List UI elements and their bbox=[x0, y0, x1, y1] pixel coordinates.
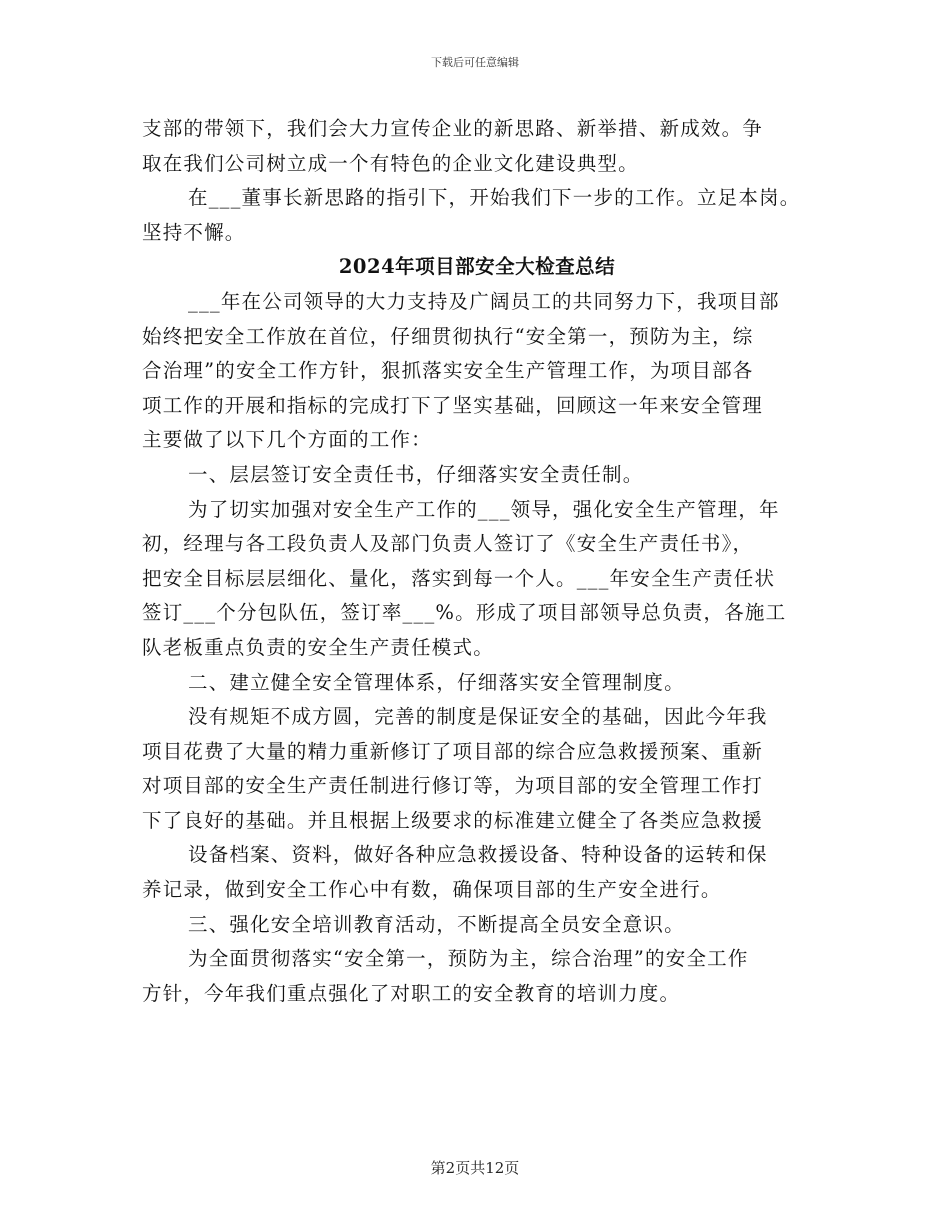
paragraph-line: 队老板重点负责的安全生产责任模式。 bbox=[142, 635, 494, 659]
paragraph-line: 坚持不懈。 bbox=[142, 220, 246, 244]
paragraph-line: 初，经理与各工段负责人及部门负责人签订了《安全生产责任书》， bbox=[142, 532, 754, 556]
page-header-note: 下载后可任意编辑 bbox=[431, 56, 519, 69]
paragraph-line: 始终把安全工作放在首位，仔细贯彻执行“安全第一，预防为主，综 bbox=[142, 324, 754, 348]
subsection-heading: 一、层层签订安全责任书，仔细落实安全责任制。 bbox=[188, 462, 644, 486]
paragraph-line: 支部的带领下，我们会大力宣传企业的新思路、新举措、新成效。争 bbox=[142, 117, 764, 140]
paragraph-line: 为了切实加强对安全生产工作的___领导，强化安全生产管理，年 bbox=[188, 497, 780, 521]
section-title: 2024年项目部安全大检查总结 bbox=[338, 255, 616, 279]
paragraph-line: 设备档案、资料，做好各种应急救援设备、特种设备的运转和保 bbox=[188, 843, 768, 867]
paragraph-line: 下了良好的基础。并且根据上级要求的标准建立健全了各类应急救援 bbox=[142, 808, 764, 832]
paragraph-line: 项目花费了大量的精力重新修订了项目部的综合应急救援预案、重新 bbox=[142, 739, 764, 763]
paragraph-line: 为全面贯彻落实“安全第一，预防为主，综合治理”的安全工作 bbox=[188, 947, 749, 971]
subsection-heading: 二、建立健全安全管理体系，仔细落实安全管理制度。 bbox=[188, 670, 685, 694]
paragraph-line: 取在我们公司树立成一个有特色的企业文化建设典型。 bbox=[142, 151, 639, 175]
paragraph-line: 养记录，做到安全工作心中有数，确保项目部的生产安全进行。 bbox=[142, 878, 722, 902]
document-body bbox=[142, 112, 812, 1011]
paragraph-line: 签订___个分包队伍，签订率___%。形成了项目部领导总负责，各施工 bbox=[142, 601, 787, 625]
paragraph-line: 合治理”的安全工作方针，狠抓落实安全生产管理工作，为项目部各 bbox=[142, 359, 754, 383]
paragraph-line: 把安全目标层层细化、量化，落实到每一个人。___年安全生产责任状 bbox=[142, 566, 776, 590]
page-number: 第2页共12页 bbox=[430, 1159, 520, 1177]
paragraph-line: 方针，今年我们重点强化了对职工的安全教育的培训力度。 bbox=[142, 981, 681, 1005]
paragraph-line: 项工作的开展和指标的完成打下了坚实基础，回顾这一年来安全管理 bbox=[142, 393, 764, 417]
subsection-heading: 三、强化安全培训教育活动，不断提高全员安全意识。 bbox=[188, 912, 685, 936]
paragraph-line: ___年在公司领导的大力支持及广阔员工的共同努力下，我项目部 bbox=[188, 289, 780, 313]
paragraph-line: 没有规矩不成方圆，完善的制度是保证安全的基础，因此今年我 bbox=[188, 705, 768, 729]
paragraph-line: 对项目部的安全生产责任制进行修订等，为项目部的安全管理工作打 bbox=[142, 774, 764, 798]
paragraph-line: 在___董事长新思路的指引下，开始我们下一步的工作。立足本岗。 bbox=[188, 186, 801, 210]
paragraph-line: 主要做了以下几个方面的工作： bbox=[142, 428, 432, 452]
